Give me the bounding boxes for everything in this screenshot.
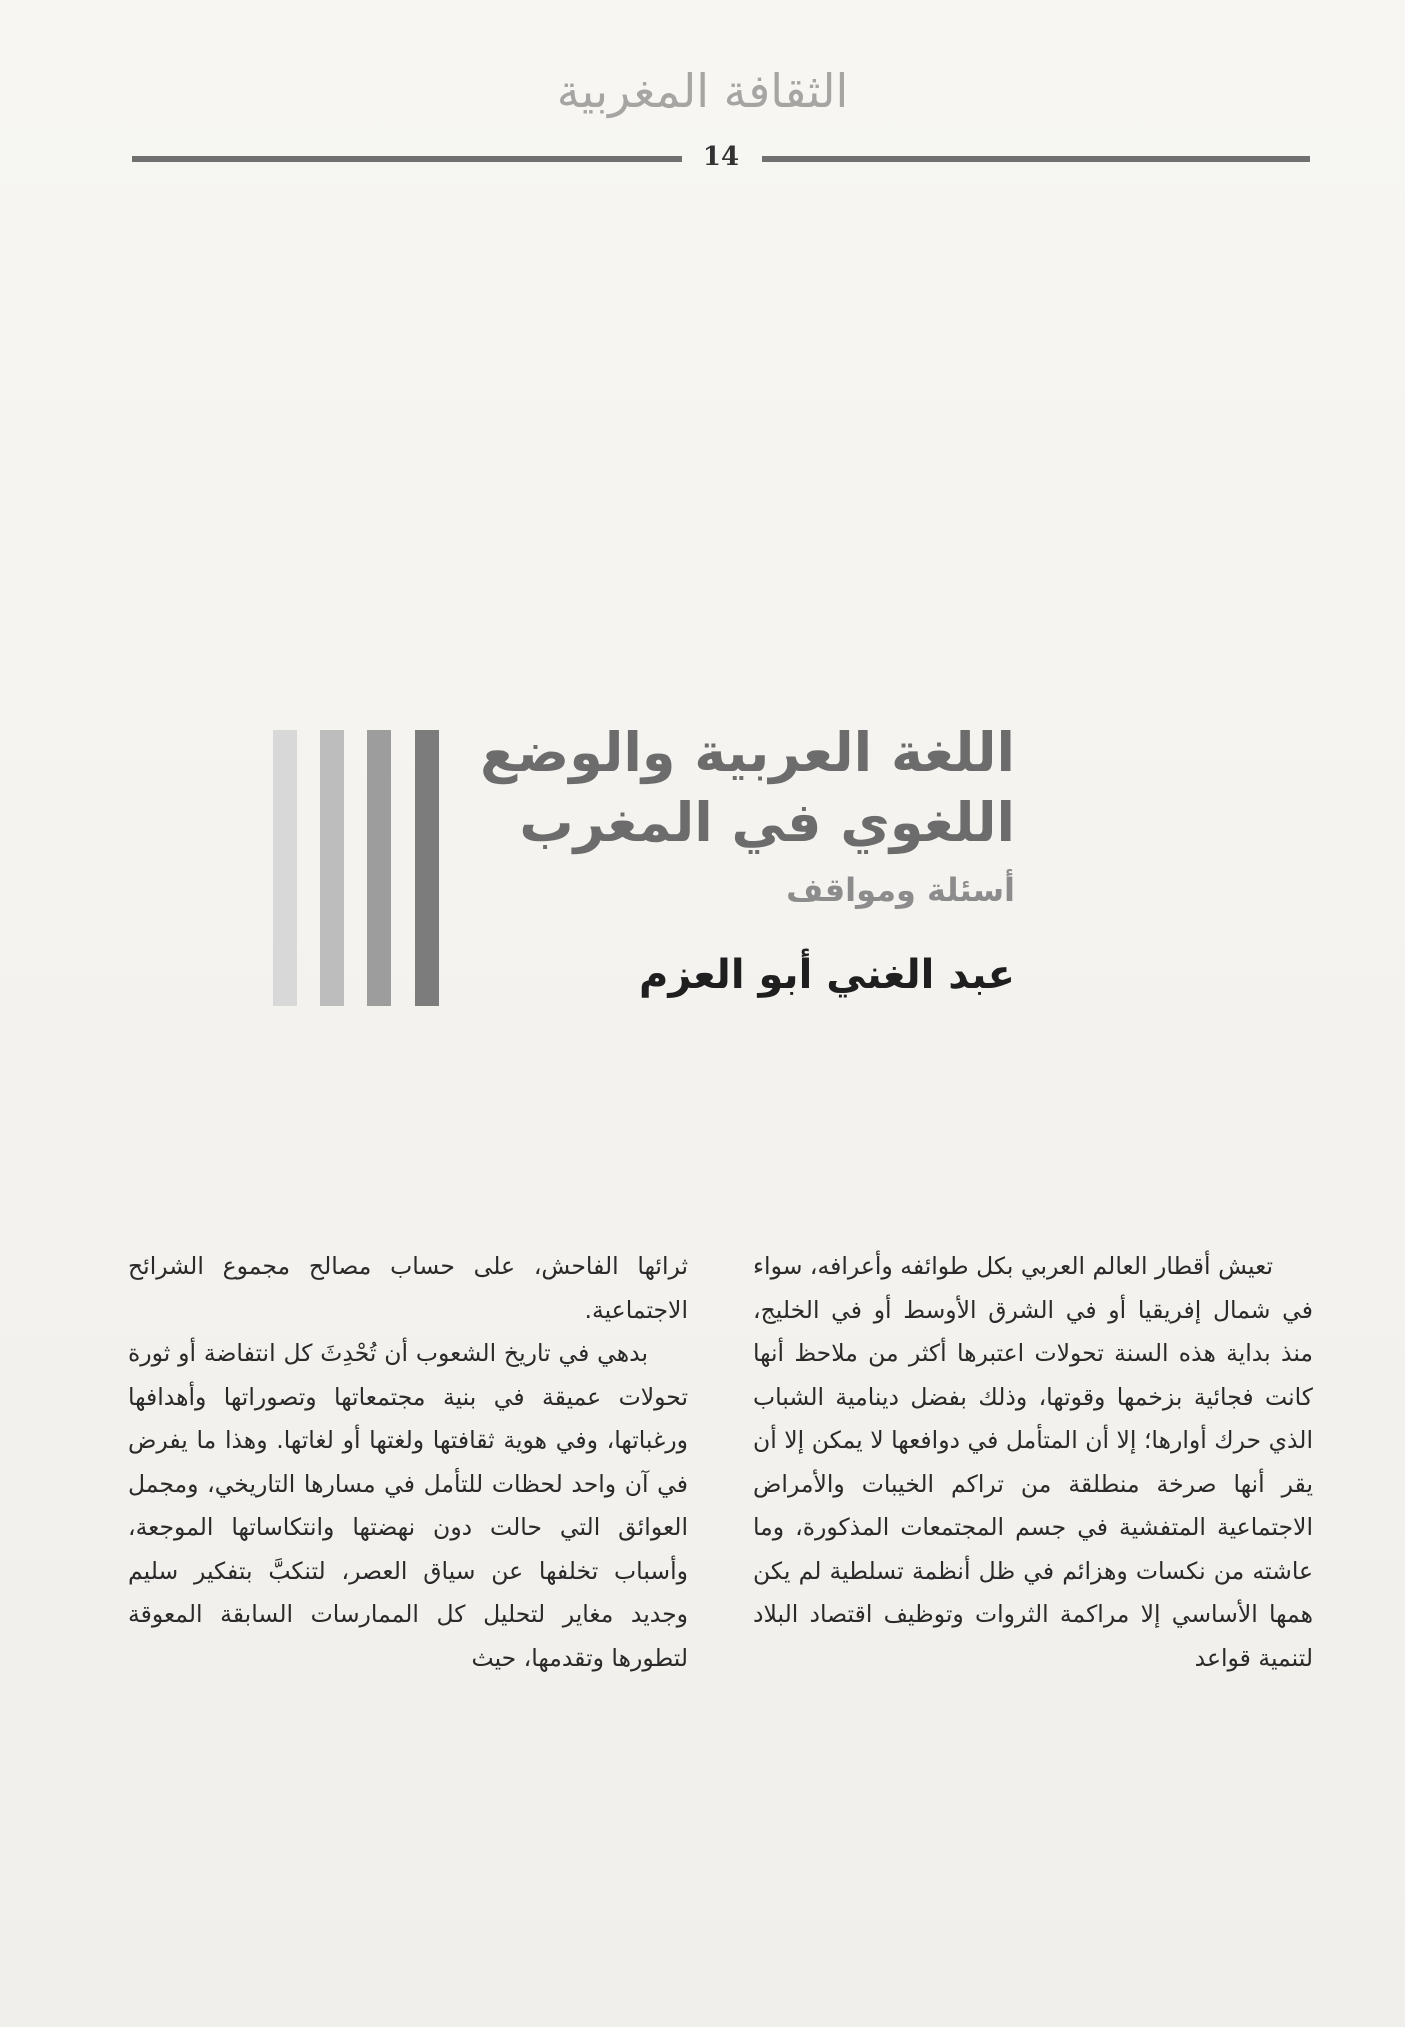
article-subtitle: أسئلة ومواقف: [786, 871, 1015, 909]
decorative-bar-3: [367, 730, 391, 1006]
article-title-line-1: اللغة العربية والوضع: [480, 721, 1015, 784]
article-title-line-2: اللغوي في المغرب: [519, 791, 1015, 854]
page-number: 14: [702, 142, 740, 172]
body-column-left: [128, 1245, 688, 1680]
body-paragraph: ثرائها الفاحش، على حساب مصالح مجموع الشرائح الاجتماعية.: [128, 1252, 688, 1324]
journal-name: الثقافة المغربية: [556, 64, 849, 118]
body-paragraph: بدهي في تاريخ الشعوب أن تُحْدِثَ كل انتفاضة أو ثورة تحولات عميقة في بنية مجتمعاتها وتصوراتها وأهدافها ورغباتها، وفي هوية ثقافتها ولغتها أو لغاتها. وهذا ما يفرض في آن واحد لحظات للتأمل في مسارها التاريخي، ومجمل العوائق التي حالت دون نهضتها وانتكاساتها الموجعة، وأسباب تخلفها عن سياق العصر، لتنكبَّ بتفكير سليم وجديد مغاير لتحليل كل الممارسات السابقة المعوقة لتطورها وتقدمها، حيث: [128, 1339, 688, 1672]
article-author: عبد الغني أبو العزم: [639, 952, 1015, 998]
decorative-bar-1: [273, 730, 297, 1006]
body-column-right: [753, 1245, 1313, 1680]
body-paragraph: تعيش أقطار العالم العربي بكل طوائفه وأعرافه، سواء في شمال إفريقيا أو في الشرق الأوسط أو في الخليج، منذ بداية هذه السنة تحولات اعتبرها أكثر من ملاحظ أنها كانت فجائية بزخمها وقوتها، وذلك بفضل دينامية الشباب الذي حرك أوارها؛ إلا أن المتأمل في دوافعها لا يمكن إلا أن يقر أنها صرخة منطلقة من تراكم الخيبات والأمراض الاجتماعية المتفشية في جسم المجتمعات المذكورة، وما عاشته من نكسات وهزائم في ظل أنظمة تسلطية لم يكن همها الأساسي إلا مراكمة الثروات وتوظيف اقتصاد البلاد لتنمية قواعد: [753, 1252, 1313, 1672]
header-rule: [132, 142, 1310, 172]
decorative-bar-2: [320, 730, 344, 1006]
article-title-block: [415, 718, 1015, 1002]
header-rule-right: [762, 156, 1310, 162]
